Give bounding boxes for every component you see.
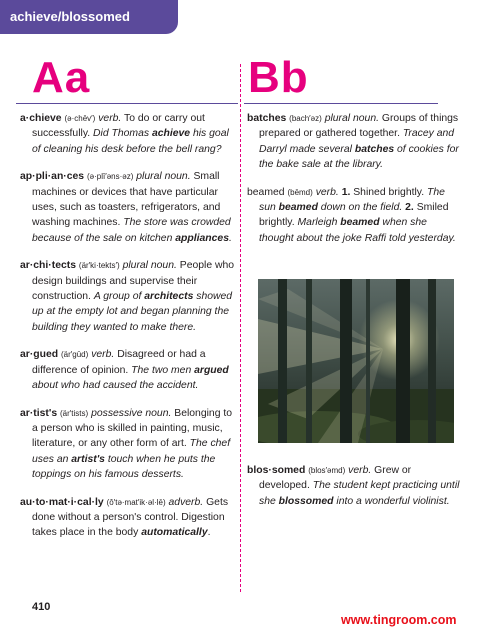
part-of-speech: plural noun. bbox=[136, 171, 191, 183]
definition: Disagreed or had a difference of opinion. bbox=[32, 349, 206, 376]
example-sentence: Marleigh beamed when she thought about the joke Raffi told yesterday. bbox=[259, 217, 456, 244]
part-of-speech: possessive noun. bbox=[91, 407, 172, 419]
example-sentence: The chef uses an artist's touch when he puts the toppings on his famous desserts. bbox=[32, 438, 231, 481]
pronunciation: (bēmd) bbox=[287, 187, 313, 197]
headword: beamed bbox=[247, 186, 285, 198]
sense-number: 1. bbox=[341, 186, 351, 198]
pronunciation: (ə·plī′əns·əz) bbox=[86, 172, 134, 182]
headword: ar·gued bbox=[20, 349, 59, 361]
glossary-entry-beamed bbox=[247, 185, 463, 247]
watermark: www.tingroom.com bbox=[341, 613, 457, 627]
pronunciation: (ô′tə·mat′ik·əl·lē) bbox=[106, 497, 166, 507]
headword: ar·chi·tects bbox=[20, 260, 77, 272]
pronunciation: (är′gūd) bbox=[61, 350, 89, 360]
section-tab bbox=[0, 0, 178, 34]
glossary-entry-batches bbox=[247, 111, 463, 173]
part-of-speech: verb. bbox=[91, 349, 115, 361]
example-sentence: Digestion takes place in the body automatically. bbox=[32, 511, 225, 539]
headword: ap·pli·an·ces bbox=[20, 171, 85, 183]
example-sentence: The student kept practicing until she blossomed into a wonderful violinist. bbox=[259, 480, 460, 507]
headword: ar·tist's bbox=[20, 407, 58, 419]
part-of-speech: verb. bbox=[315, 186, 339, 198]
right-column bbox=[247, 111, 463, 258]
headword: au·to·mat·i·cal·ly bbox=[20, 496, 104, 508]
part-of-speech: plural noun. bbox=[324, 113, 379, 124]
page-number: 410 bbox=[32, 601, 51, 613]
letter-heading-a: Aa bbox=[32, 53, 91, 102]
pronunciation: (blos′əmd) bbox=[308, 466, 346, 475]
pronunciation: (är′ki·tekts′) bbox=[78, 261, 120, 271]
pronunciation: (ə·chēv′) bbox=[64, 114, 96, 123]
left-column bbox=[20, 111, 236, 553]
heading-rule-right bbox=[244, 103, 438, 104]
pronunciation: (är′tists) bbox=[60, 408, 89, 418]
right-column-lower bbox=[247, 463, 463, 521]
headword: batches bbox=[247, 113, 287, 124]
glossary-entry-argued bbox=[20, 347, 236, 393]
definition: Shined brightly. bbox=[353, 186, 425, 198]
definition: To do or carry out successfully. bbox=[32, 113, 205, 140]
glossary-entry-architects bbox=[20, 258, 236, 335]
headword: blos·somed bbox=[247, 465, 306, 476]
definition: Groups of things prepared or gathered together. bbox=[259, 113, 459, 140]
definition: Small machines or devices that have particular uses, such as toasters, refrigerators, and washing machines. bbox=[32, 171, 221, 229]
sense-number: 2. bbox=[405, 202, 414, 214]
headword: a·chieve bbox=[20, 113, 62, 124]
definition: People who design buildings and supervise their construction. bbox=[32, 260, 235, 303]
part-of-speech: verb. bbox=[98, 113, 122, 124]
glossary-entry-appliances bbox=[20, 169, 236, 246]
glossary-entry-achieve bbox=[20, 111, 236, 157]
example-sentence: Did Thomas achieve his goal of cleaning his desk before the bell rang? bbox=[32, 128, 229, 155]
forest-sunbeam-photo bbox=[258, 279, 454, 443]
definition: Belonging to a person who is skilled in painting, music, literature, or any other form of art. bbox=[32, 407, 233, 450]
part-of-speech: adverb. bbox=[168, 496, 204, 508]
example-sentence: The store was crowded because of the sale on kitchen appliances. bbox=[32, 217, 232, 244]
pronunciation: (bach′əz) bbox=[289, 114, 322, 123]
heading-rule-left bbox=[16, 103, 238, 104]
example-sentence: Tracey and Darryl made several batches of cookies for the bake sale at the library. bbox=[259, 128, 459, 171]
definition: Smiled brightly. bbox=[259, 202, 449, 229]
example-sentence: The sun beamed down on the field. bbox=[259, 186, 445, 214]
part-of-speech: verb. bbox=[348, 465, 372, 476]
definition: Gets done without a person's control. bbox=[32, 496, 229, 523]
section-tab-label: achieve/blossomed bbox=[10, 9, 130, 24]
part-of-speech: plural noun. bbox=[122, 260, 177, 272]
column-divider bbox=[240, 64, 241, 592]
example-sentence: The two men argued about who had caused the accident. bbox=[32, 364, 229, 392]
glossary-entry-artists bbox=[20, 406, 236, 483]
example-sentence: A group of architects showed up at the empty lot and began planning the building they wanted to make there. bbox=[32, 291, 233, 333]
glossary-entry-automatically bbox=[20, 495, 236, 541]
glossary-entry-blossomed bbox=[247, 463, 463, 509]
letter-heading-b: Bb bbox=[248, 53, 309, 102]
definition: Grew or developed. bbox=[259, 465, 412, 492]
